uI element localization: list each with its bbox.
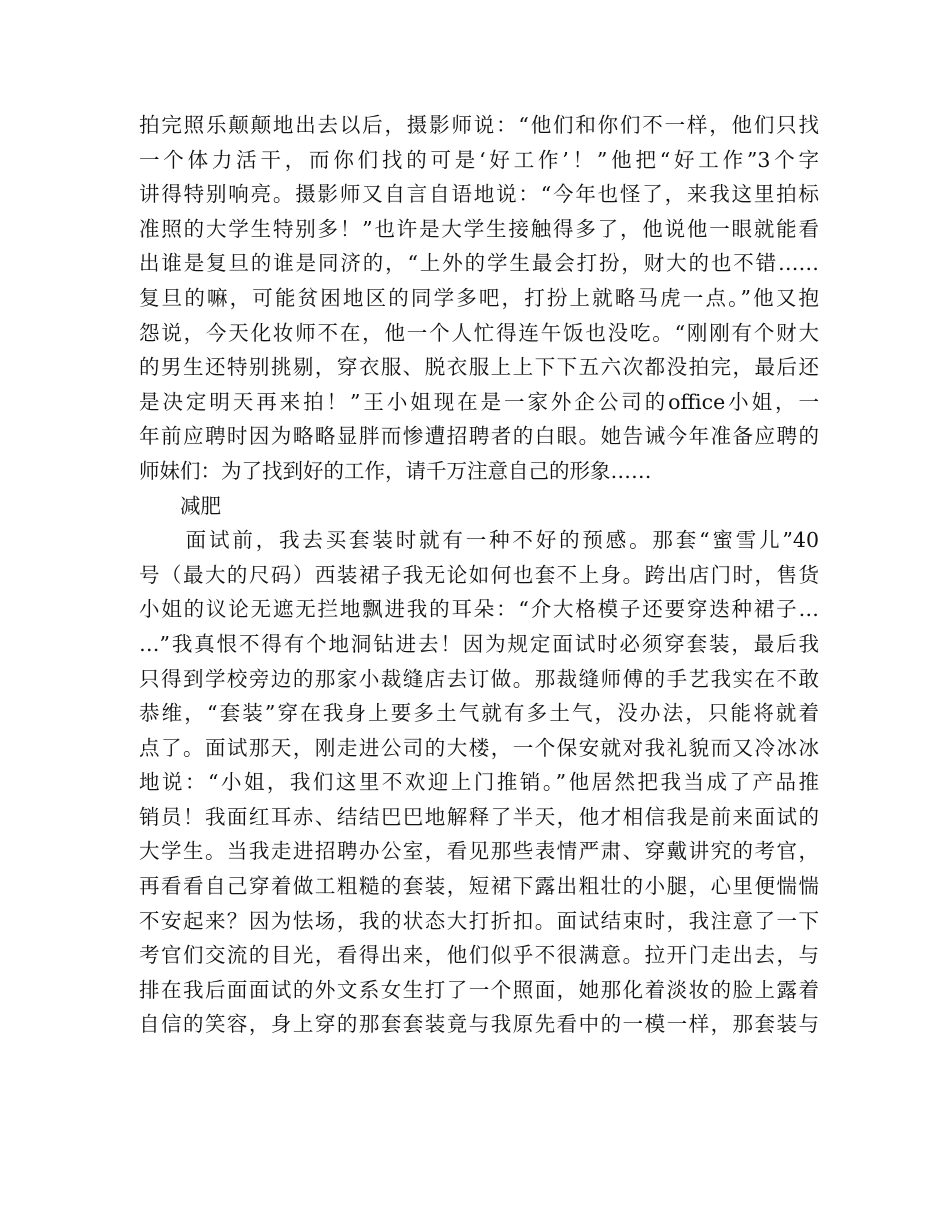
- text-line: 怨说，今天化妆师不在，他一个人忙得连午饭也没吃。“刚刚有个财大: [139, 320, 819, 345]
- text-line: 地说：“小姐，我们这里不欢迎上门推销。”他居然把我当成了产品推: [139, 770, 819, 795]
- text-line: 排在我后面面试的外文系女生打了一个照面，她那化着淡妆的脸上露着: [139, 977, 819, 1002]
- text-line: 大学生。当我走进招聘办公室，看见那些表情严肃、穿戴讲究的考官，: [139, 839, 819, 864]
- text-line: 拍完照乐颠颠地出去以后，摄影师说：“他们和你们不一样，他们只找: [139, 113, 819, 137]
- text-line: …”我真恨不得有个地洞钻进去！因为规定面试时必须穿套装，最后我: [139, 631, 819, 656]
- text-line: 准照的大学生特别多！”也许是大学生接触得多了，他说他一眼就能看: [139, 216, 819, 241]
- paragraph-end-line: 师妹们：为了找到好的工作，请千万注意自己的形象……: [139, 458, 652, 483]
- document-body: [139, 108, 819, 1042]
- text-line: 点了。面试那天，刚走进公司的大楼，一个保安就对我礼貌而又冷冰冰: [139, 735, 819, 760]
- text-line: 不安起来？因为怯场，我的状态大打折扣。面试结束时，我注意了一下: [139, 908, 819, 933]
- text-line: 面试前，我去买套装时就有一种不好的预感。那套“蜜雪儿”40: [139, 528, 819, 553]
- text-line: 小姐的议论无遮无拦地飘进我的耳朵：“介大格模子还要穿迭种裙子…: [139, 597, 819, 622]
- text-line: 恭维，“套装”穿在我身上要多土气就有多土气，没办法，只能将就着: [139, 701, 819, 726]
- text-line: 自信的笑容，身上穿的那套套装竟与我原先看中的一模一样，那套装与: [139, 1012, 819, 1037]
- text-line: 是决定明天再来拍！”王小姐现在是一家外企公司的office小姐，一: [139, 389, 819, 414]
- text-line: 讲得特别响亮。摄影师又自言自语地说：“今年也怪了，来我这里拍标: [139, 182, 819, 207]
- text-line: 再看看自己穿着做工粗糙的套装，短裙下露出粗壮的小腿，心里便惴惴: [139, 874, 819, 899]
- text-line: 号（最大的尺码）西装裙子我无论如何也套不上身。跨出店门时，售货: [139, 562, 819, 587]
- section-heading: 减肥: [139, 493, 221, 518]
- text-line: 年前应聘时因为略略显胖而惨遭招聘者的白眼。她告诫今年准备应聘的: [139, 424, 819, 449]
- text-line: 一个体力活干，而你们找的可是‘好工作’！”他把“好工作”3个字: [139, 147, 819, 172]
- text-line: 出谁是复旦的谁是同济的，“上外的学生最会打扮，财大的也不错……: [139, 251, 819, 276]
- text-line: 考官们交流的目光，看得出来，他们似乎不很满意。拉开门走出去，与: [139, 943, 819, 968]
- text-line: 的男生还特别挑剔，穿衣服、脱衣服上上下下五六次都没拍完，最后还: [139, 355, 819, 380]
- text-line: 只得到学校旁边的那家小裁缝店去订做。那裁缝师傅的手艺我实在不敢: [139, 666, 819, 691]
- text-line: 复旦的嘛，可能贫困地区的同学多吧，打扮上就略马虎一点。”他又抱: [139, 285, 819, 310]
- text-line: 销员！我面红耳赤、结结巴巴地解释了半天，他才相信我是前来面试的: [139, 804, 819, 829]
